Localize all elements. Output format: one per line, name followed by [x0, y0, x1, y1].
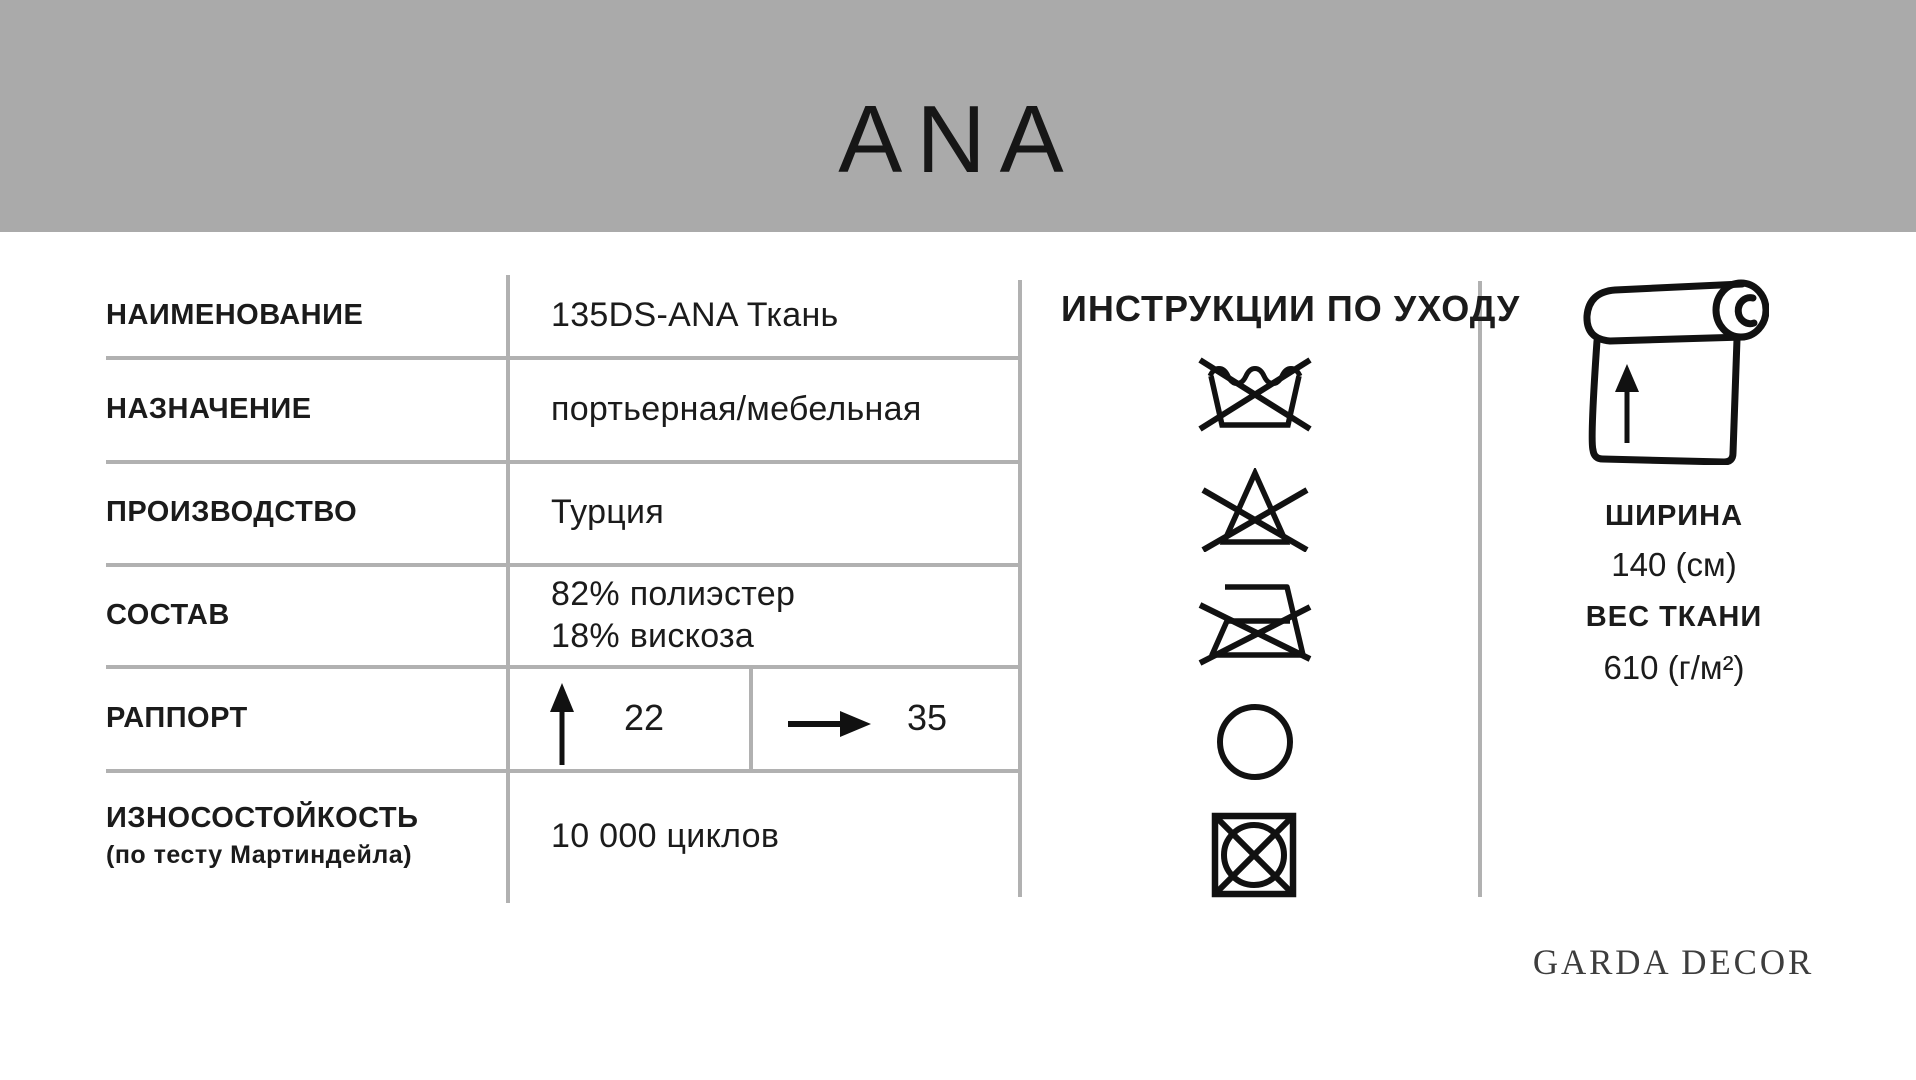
up-arrow-icon	[547, 681, 577, 767]
row-value: 10 000 циклов	[551, 816, 780, 855]
row-label: НАИМЕНОВАНИЕ	[106, 299, 364, 331]
table-right-border	[1018, 280, 1022, 897]
care-instructions-title: ИНСТРУКЦИИ ПО УХОДУ	[1061, 288, 1521, 329]
row-label: РАППОРТ	[106, 701, 248, 734]
composition-line-1: 82% полиэстер	[551, 574, 796, 613]
do-not-bleach-icon	[1200, 468, 1310, 552]
vertical-repeat-value: 22	[624, 697, 665, 738]
table-row	[106, 565, 1018, 665]
row-value: портьерная/мебельная	[551, 389, 922, 428]
composition-line-2: 18% вискоза	[551, 617, 755, 655]
table-row	[106, 462, 1018, 563]
do-not-iron-icon	[1196, 577, 1314, 667]
row-value	[506, 573, 795, 658]
row-value: 135DS-ANA Ткань	[551, 296, 839, 334]
right-arrow-icon	[786, 709, 872, 739]
dry-clean-icon	[1216, 703, 1294, 781]
weight-label: ВЕС ТКАНИ	[1585, 601, 1763, 633]
row-label	[106, 802, 506, 870]
horizontal-repeat-value: 35	[907, 697, 948, 738]
row-label: ПРОИЗВОДСТВО	[106, 496, 358, 528]
header-band	[0, 0, 1916, 232]
weight-value: 610 (г/м²)	[1603, 649, 1745, 686]
do-not-wash-icon	[1197, 353, 1313, 433]
page-title: ANA	[838, 86, 1078, 193]
fabric-roll-icon	[1577, 279, 1769, 465]
row-value: Турция	[551, 493, 665, 531]
durability-label: ИЗНОСОСТОЙКОСТЬ	[106, 802, 419, 834]
durability-sublabel: (по тесту Мартиндейла)	[106, 841, 413, 869]
do-not-tumble-dry-icon	[1211, 812, 1297, 898]
table-row	[106, 275, 1018, 356]
brand-logo: GARDA DECOR	[1532, 942, 1815, 982]
care-section-divider	[1478, 281, 1482, 897]
width-value: 140 (см)	[1611, 546, 1737, 583]
table-row	[106, 358, 1018, 460]
row-label: СОСТАВ	[106, 598, 230, 631]
table-row	[106, 667, 1018, 769]
row-label: НАЗНАЧЕНИЕ	[106, 392, 312, 425]
table-row	[106, 771, 1018, 901]
width-label: ШИРИНА	[1604, 500, 1744, 532]
